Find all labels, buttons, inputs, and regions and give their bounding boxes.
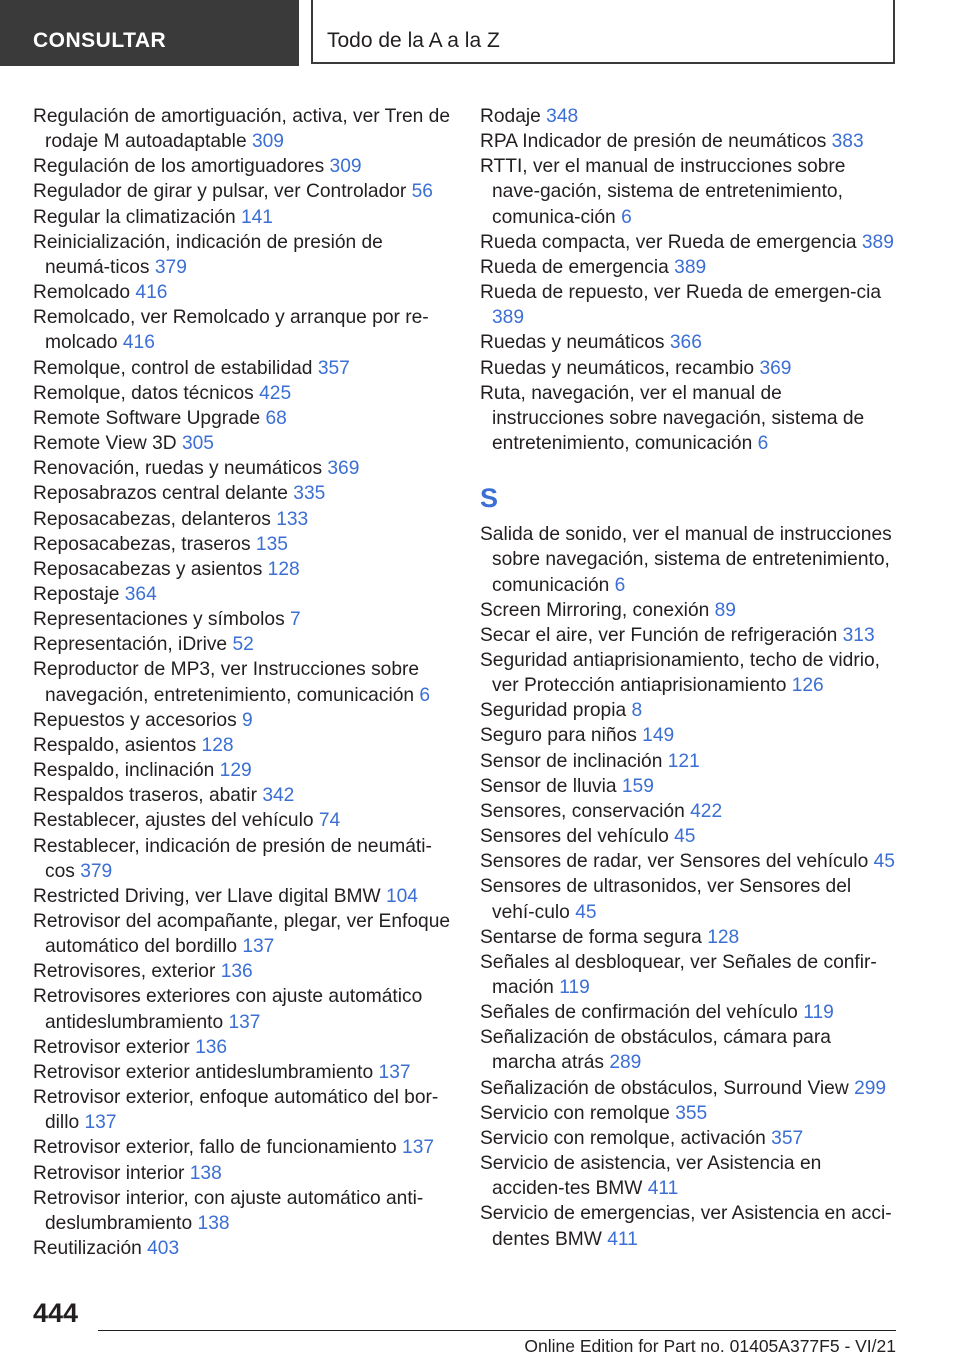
page-reference-link[interactable]: 403: [147, 1238, 180, 1260]
index-entry: [480, 1076, 898, 1101]
page-reference-link[interactable]: 6: [614, 574, 626, 596]
page-reference-link[interactable]: 149: [642, 725, 675, 747]
page-reference-link[interactable]: 355: [675, 1102, 708, 1124]
page-reference-link[interactable]: 129: [219, 760, 252, 782]
entry-term: Señalización de obstáculos, cámara para marcha atrás: [480, 1027, 831, 1074]
index-entry: [33, 657, 453, 707]
page-reference-link[interactable]: 45: [575, 901, 597, 923]
index-column-right: [480, 104, 898, 1252]
footer-divider: [98, 1330, 896, 1331]
page-reference-link[interactable]: 366: [669, 332, 702, 354]
page-reference-link[interactable]: 137: [242, 936, 275, 958]
index-entry: [33, 557, 453, 582]
index-entry: [33, 532, 453, 557]
index-entry: [33, 834, 453, 884]
page-reference-link[interactable]: 128: [201, 734, 234, 756]
index-entry: [480, 598, 898, 623]
page-reference-link[interactable]: 8: [631, 700, 643, 722]
entry-term: Reposacabezas, traseros: [33, 533, 251, 555]
entry-term: Rueda de repuesto, ver Rueda de emergen-cia: [480, 282, 882, 304]
page-reference-link[interactable]: 348: [546, 106, 579, 127]
index-entry: [33, 205, 453, 230]
entry-term: Reinicialización, indicación de presión de neumá-ticos: [33, 231, 383, 278]
page-reference-link[interactable]: 119: [803, 1002, 834, 1024]
page-reference-link[interactable]: 126: [791, 675, 824, 697]
index-entry: [480, 623, 898, 648]
index-entry: [33, 356, 453, 381]
entry-term: Sensores, conservación: [480, 800, 685, 822]
index-entry: [33, 909, 453, 959]
page-reference-link[interactable]: 45: [674, 826, 696, 848]
page-number: 444: [33, 1298, 79, 1328]
entry-term: Regulación de los amortiguadores: [33, 156, 325, 178]
page-reference-link[interactable]: 357: [771, 1127, 804, 1149]
entry-term: Sensores de ultrasonidos, ver Sensores del vehí-culo: [480, 876, 852, 923]
entry-term: Retrovisor interior: [33, 1162, 185, 1184]
index-entry: [33, 1236, 453, 1261]
page-reference-link[interactable]: 137: [402, 1137, 435, 1159]
index-entry: [33, 1135, 453, 1160]
entry-term: Servicio de emergencias, ver Asistencia en acci-dentes BMW: [480, 1203, 892, 1250]
entry-term: Remote Software Upgrade: [33, 407, 261, 429]
entry-term: Seguridad propia: [480, 700, 627, 722]
entry-term: Respaldo, inclinación: [33, 760, 215, 782]
entry-term: Remote View 3D: [33, 433, 177, 455]
index-entry: [480, 129, 898, 154]
index-entry: [480, 1000, 898, 1025]
index-group-r: [480, 104, 898, 456]
entry-term: Reposacabezas, delanteros: [33, 508, 271, 530]
index-entry: [33, 733, 453, 758]
entry-term: Remolque, control de estabilidad: [33, 357, 313, 379]
entry-term: Seguro para niños: [480, 725, 637, 747]
entry-term: Regular la climatización: [33, 206, 236, 228]
page-reference-link[interactable]: 425: [259, 382, 292, 404]
page-reference-link[interactable]: 136: [220, 961, 253, 983]
index-entry: [480, 849, 898, 874]
index-group-s: [480, 522, 898, 1252]
index-entry: [33, 758, 453, 783]
page-reference-link[interactable]: 309: [329, 156, 362, 178]
index-entry: [480, 381, 898, 456]
entry-term: Restablecer, ajustes del vehículo: [33, 810, 314, 832]
page-reference-link[interactable]: 136: [195, 1036, 228, 1058]
entry-term: Retrovisor exterior antideslumbramiento: [33, 1061, 374, 1083]
index-entry: [480, 330, 898, 355]
page-reference-link[interactable]: 335: [293, 483, 326, 505]
section-tab[interactable]: CONSULTAR: [0, 0, 299, 66]
index-entry: [480, 799, 898, 824]
entry-term: RPA Indicador de presión de neumáticos: [480, 131, 827, 153]
index-entry: [480, 230, 898, 255]
page-reference-link[interactable]: 137: [228, 1011, 261, 1033]
entry-term: Retrovisor exterior, enfoque automático del bor-dillo: [33, 1087, 439, 1134]
index-entry: [33, 632, 453, 657]
index-entry: [33, 456, 453, 481]
page-reference-link[interactable]: 104: [385, 885, 418, 907]
entry-term: Rodaje: [480, 106, 541, 127]
entry-term: Servicio de asistencia, ver Asistencia en acciden-tes BMW: [480, 1153, 822, 1200]
index-entry: [33, 582, 453, 607]
page-reference-link[interactable]: 56: [411, 181, 433, 203]
entry-term: Screen Mirroring, conexión: [480, 599, 710, 621]
entry-term: Remolque, datos técnicos: [33, 382, 254, 404]
index-entry: [480, 749, 898, 774]
entry-term: Ruedas y neumáticos: [480, 332, 665, 354]
entry-term: Sensor de lluvia: [480, 775, 617, 797]
entry-term: Reutilización: [33, 1238, 142, 1260]
index-entry: [480, 950, 898, 1000]
page-reference-link[interactable]: 422: [690, 800, 723, 822]
entry-term: Secar el aire, ver Función de refrigeración: [480, 624, 838, 646]
page-reference-link[interactable]: 52: [232, 634, 254, 656]
page-reference-link[interactable]: 137: [84, 1112, 117, 1134]
index-entry: [480, 1201, 898, 1251]
index-entry: [480, 874, 898, 924]
entry-term: Retrovisor interior, con ajuste automático anti-deslumbramiento: [33, 1187, 424, 1234]
index-entry: [33, 104, 453, 154]
entry-term: Retrovisor del acompañante, plegar, ver Enfoque automático del bordillo: [33, 911, 451, 958]
index-column-left: [33, 104, 453, 1261]
page-reference-link[interactable]: 6: [757, 433, 769, 455]
section-letter: S: [480, 483, 499, 514]
page-reference-link[interactable]: 138: [189, 1162, 222, 1184]
index-entry: [33, 884, 453, 909]
entry-term: Remolcado: [33, 282, 131, 304]
index-entry: [33, 607, 453, 632]
index-entry: [33, 154, 453, 179]
page-reference-link[interactable]: 68: [265, 407, 287, 429]
entry-term: Reproductor de MP3, ver Instrucciones sobre navegación, entretenimiento, comunicación: [33, 659, 420, 706]
entry-term: Reposacabezas y asientos: [33, 558, 263, 580]
entry-term: Regulación de amortiguación, activa, ver Tren de rodaje M autoadaptable: [33, 106, 451, 153]
entry-term: Servicio con remolque: [480, 1102, 670, 1124]
entry-term: Sentarse de forma segura: [480, 926, 702, 948]
index-entry: [480, 522, 898, 597]
index-entry: [33, 230, 453, 280]
entry-term: Representación, iDrive: [33, 634, 228, 656]
page-reference-link[interactable]: 369: [759, 357, 792, 379]
page-reference-link[interactable]: 383: [831, 131, 864, 153]
entry-term: Señales al desbloquear, ver Señales de confir-mación: [480, 951, 877, 998]
page-reference-link[interactable]: 411: [607, 1228, 638, 1250]
page-reference-link[interactable]: 128: [267, 558, 300, 580]
page-reference-link[interactable]: 89: [714, 599, 736, 621]
index-entry: [480, 1025, 898, 1075]
index-entry: [480, 1101, 898, 1126]
page-reference-link[interactable]: 6: [621, 206, 632, 228]
edition-note: Online Edition for Part no. 01405A377F5 - VI/21: [524, 1336, 896, 1356]
page-reference-link[interactable]: 6: [419, 684, 431, 706]
index-entry: [33, 179, 453, 204]
entry-term: Rueda compacta, ver Rueda de emergencia: [480, 231, 857, 253]
entry-term: Respaldo, asientos: [33, 734, 197, 756]
page-reference-link[interactable]: 119: [559, 977, 590, 998]
entry-term: Salida de sonido, ver el manual de instrucciones sobre navegación, sistema de entretenimiento, comunicación: [480, 524, 892, 596]
page-reference-link[interactable]: 159: [621, 775, 654, 797]
page-reference-link[interactable]: 9: [242, 709, 253, 731]
index-entry: [33, 406, 453, 431]
index-entry: [480, 925, 898, 950]
page-reference-link[interactable]: 135: [255, 533, 288, 555]
index-entry: [33, 1085, 453, 1135]
index-entry: [33, 708, 453, 733]
page-reference-link[interactable]: 357: [317, 357, 350, 379]
entry-term: Ruedas y neumáticos, recambio: [480, 357, 755, 379]
page-reference-link[interactable]: 416: [135, 282, 168, 304]
entry-term: Renovación, ruedas y neumáticos: [33, 458, 323, 480]
page-reference-link[interactable]: 411: [647, 1178, 679, 1200]
page-reference-link[interactable]: 299: [854, 1077, 887, 1099]
entry-term: Ruta, navegación, ver el manual de instrucciones sobre navegación, sistema de entretenimiento, comunicación: [480, 382, 865, 455]
entry-term: Señales de confirmación del vehículo: [480, 1002, 798, 1024]
entry-term: Remolcado, ver Remolcado y arranque por re-molcado: [33, 307, 429, 354]
index-entry: [33, 1060, 453, 1085]
entry-term: Retrovisor exterior, fallo de funcionamiento: [33, 1137, 397, 1159]
entry-term: Restricted Driving, ver Llave digital BMW: [33, 885, 381, 907]
page-reference-link[interactable]: 121: [667, 750, 700, 772]
entry-term: Sensores del vehículo: [480, 826, 669, 848]
page-reference-link[interactable]: 305: [181, 433, 214, 455]
page-reference-link[interactable]: 133: [276, 508, 309, 530]
index-entry: [33, 808, 453, 833]
page-header: [0, 0, 960, 66]
index-entry: [33, 381, 453, 406]
page-reference-link[interactable]: 369: [327, 458, 360, 480]
index-entry: [480, 356, 898, 381]
index-entry: [33, 305, 453, 355]
entry-term: Retrovisor exterior: [33, 1036, 190, 1058]
index-entry: [480, 1151, 898, 1201]
index-entry: [33, 507, 453, 532]
entry-term: Retrovisores, exterior: [33, 961, 216, 983]
entry-term: Seguridad antiaprisionamiento, techo de vidrio, ver Protección antiaprisionamiento: [480, 649, 880, 697]
page-reference-link[interactable]: 389: [861, 231, 894, 253]
chapter-title: Todo de la A a la Z: [311, 0, 895, 64]
index-entry: [480, 723, 898, 748]
index-entry: [480, 648, 898, 698]
page-reference-link[interactable]: 137: [378, 1061, 411, 1083]
index-entry: [480, 774, 898, 799]
page-reference-link[interactable]: 379: [80, 860, 113, 882]
index-entry: [480, 698, 898, 723]
entry-term: Repuestos y accesorios: [33, 709, 237, 731]
page-reference-link[interactable]: 7: [290, 609, 301, 631]
page-reference-link[interactable]: 45: [873, 851, 895, 873]
entry-term: Repostaje: [33, 583, 120, 605]
page-reference-link[interactable]: 416: [122, 332, 155, 354]
entry-term: Representaciones y símbolos: [33, 609, 285, 631]
entry-term: Respaldos traseros, abatir: [33, 785, 257, 807]
entry-term: Sensores de radar, ver Sensores del vehículo: [480, 851, 869, 873]
page-reference-link[interactable]: 289: [609, 1052, 642, 1074]
index-entry: [33, 984, 453, 1034]
entry-term: Reposabrazos central delante: [33, 483, 288, 505]
index-entry: [33, 783, 453, 808]
entry-term: Sensor de inclinación: [480, 750, 663, 772]
index-entry: [480, 1126, 898, 1151]
page-reference-link[interactable]: 128: [707, 926, 740, 948]
entry-term: Restablecer, indicación de presión de neumáti-cos: [33, 835, 432, 882]
entry-term: Regulador de girar y pulsar, ver Controlador: [33, 181, 407, 203]
page-reference-link[interactable]: 342: [262, 785, 295, 807]
page-reference-link[interactable]: 309: [251, 131, 284, 153]
index-entry: [33, 1035, 453, 1060]
index-entry: [33, 1161, 453, 1186]
index-entry: [33, 959, 453, 984]
page-reference-link[interactable]: 389: [674, 256, 707, 278]
page-reference-link[interactable]: 138: [197, 1212, 230, 1234]
index-entry: [480, 154, 898, 229]
index-entry: [33, 481, 453, 506]
entry-term: Retrovisores exteriores con ajuste automático antideslumbramiento: [33, 986, 423, 1033]
entry-term: Servicio con remolque, activación: [480, 1127, 766, 1149]
index-entry: [33, 431, 453, 456]
page-reference-link[interactable]: 389: [492, 307, 525, 329]
page-reference-link[interactable]: 74: [318, 810, 341, 832]
index-entry: [480, 255, 898, 280]
index-entry: [480, 824, 898, 849]
index-entry: [480, 104, 898, 129]
index-entry: [33, 280, 453, 305]
page-reference-link[interactable]: 313: [842, 624, 875, 646]
entry-term: RTTI, ver el manual de instrucciones sobre nave-gación, sistema de entretenimiento, comunica-ción: [480, 156, 846, 228]
index-entry: [33, 1186, 453, 1236]
entry-term: Rueda de emergencia: [480, 256, 669, 278]
page-reference-link[interactable]: 141: [240, 206, 273, 228]
entry-term: Señalización de obstáculos, Surround View: [480, 1077, 849, 1099]
page-reference-link[interactable]: 364: [124, 583, 157, 605]
page-reference-link[interactable]: 379: [154, 256, 187, 278]
index-entry: [480, 280, 898, 330]
